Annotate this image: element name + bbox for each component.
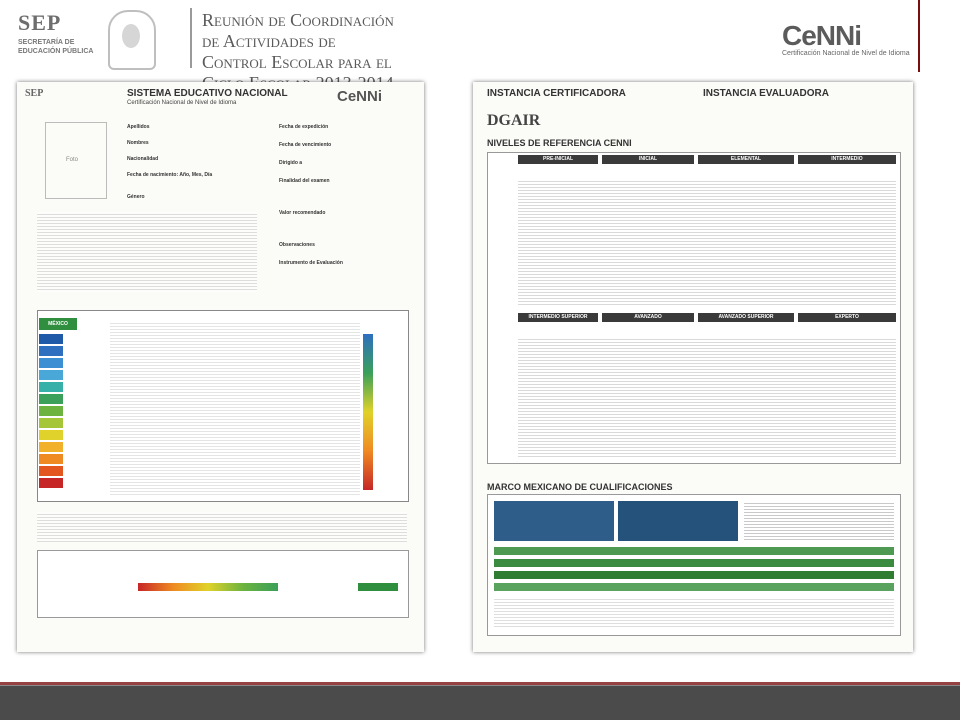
slide-header bbox=[0, 0, 960, 86]
level-band bbox=[39, 418, 63, 428]
field-label: Instrumento de Evaluación bbox=[279, 260, 343, 266]
dgair-logo: DGAIR bbox=[487, 112, 541, 129]
results-strip bbox=[37, 550, 409, 618]
field-label: Género bbox=[127, 194, 145, 200]
level-color-scale bbox=[363, 334, 373, 490]
form-lines bbox=[37, 212, 257, 292]
header-accent-line bbox=[918, 0, 920, 72]
appraiser-heading: INSTANCIA EVALUADORA bbox=[703, 88, 829, 99]
proficiency-table bbox=[37, 310, 409, 502]
doc-subtitle: Certificación Nacional de Nivel de Idioma bbox=[127, 100, 237, 106]
sep-logo bbox=[18, 10, 98, 70]
level-header: ELEMENTAL bbox=[698, 155, 794, 164]
title-line: Reunión de Coordinación bbox=[202, 10, 394, 30]
qualifications-framework bbox=[487, 494, 901, 636]
table-lines bbox=[110, 321, 360, 496]
field-label: Fecha de nacimiento: Año, Mes, Día bbox=[127, 172, 213, 178]
framework-block bbox=[618, 501, 738, 541]
level-band bbox=[39, 346, 63, 356]
reference-levels-document bbox=[473, 82, 913, 652]
field-label: Finalidad del examen bbox=[279, 178, 330, 184]
doc-title: SISTEMA EDUCATIVO NACIONAL bbox=[127, 88, 288, 99]
framework-bar bbox=[494, 583, 894, 591]
sep-logo-text: SEP bbox=[18, 10, 62, 35]
title-line: de Actividades de bbox=[202, 31, 336, 51]
footer-accent bbox=[0, 682, 960, 685]
framework-bar bbox=[494, 559, 894, 567]
header-divider bbox=[190, 8, 192, 68]
framework-text bbox=[744, 501, 894, 541]
level-band bbox=[39, 358, 63, 368]
slide-footer bbox=[0, 682, 960, 720]
field-label: Nacionalidad bbox=[127, 156, 159, 162]
levels-text-block bbox=[518, 179, 896, 307]
field-label: Fecha de vencimiento bbox=[279, 142, 332, 148]
field-label: Observaciones bbox=[279, 242, 315, 248]
doc-sep-logo: SEP bbox=[25, 88, 44, 99]
title-line: Control Escolar para el bbox=[202, 52, 392, 72]
results-mexico-tag bbox=[358, 583, 398, 591]
level-header: AVANZADO bbox=[602, 313, 694, 322]
field-label: Valor recomendado bbox=[279, 210, 326, 216]
results-color-scale bbox=[138, 583, 278, 591]
photo-label: Foto bbox=[66, 157, 79, 163]
cenni-logo-subtext: Certificación Nacional de Nivel de Idioma bbox=[782, 50, 910, 57]
level-band bbox=[39, 430, 63, 440]
level-header: INTERMEDIO bbox=[798, 155, 896, 164]
level-header: PRE-INICIAL bbox=[518, 155, 598, 164]
coat-of-arms-icon bbox=[108, 10, 156, 70]
certifier-heading: INSTANCIA CERTIFICADORA bbox=[487, 88, 626, 99]
doc-cenni-logo: CeNNi bbox=[337, 88, 383, 105]
notes-lines bbox=[37, 512, 407, 542]
field-label: Nombres bbox=[127, 140, 149, 146]
level-band bbox=[39, 382, 63, 392]
level-header: AVANZADO SUPERIOR bbox=[698, 313, 794, 322]
marco-title: MARCO MEXICANO DE CUALIFICACIONES bbox=[487, 482, 673, 492]
framework-bar bbox=[494, 571, 894, 579]
framework-bar bbox=[494, 547, 894, 555]
level-header: INICIAL bbox=[602, 155, 694, 164]
level-band bbox=[39, 370, 63, 380]
level-band bbox=[39, 478, 63, 488]
certificate-document bbox=[17, 82, 424, 652]
level-band bbox=[39, 466, 63, 476]
field-label: Dirigido a bbox=[279, 160, 303, 166]
field-label: Fecha de expedición bbox=[279, 124, 329, 130]
mexico-badge: MÉXICO bbox=[39, 318, 77, 330]
sep-logo-subtext: SECRETARÍA DE EDUCACIÓN PÚBLICA bbox=[18, 39, 94, 55]
level-header: EXPERTO bbox=[798, 313, 896, 322]
level-band bbox=[39, 442, 63, 452]
level-band bbox=[39, 454, 63, 464]
level-band bbox=[39, 406, 63, 416]
framework-block bbox=[494, 501, 614, 541]
framework-footnotes bbox=[494, 597, 894, 629]
cenni-logo bbox=[782, 20, 922, 60]
level-band bbox=[39, 394, 63, 404]
photo-box bbox=[45, 122, 107, 199]
level-header: INTERMEDIO SUPERIOR bbox=[518, 313, 598, 322]
levels-grid bbox=[487, 152, 901, 464]
cenni-logo-text: CeNNi bbox=[782, 20, 862, 51]
level-band bbox=[39, 334, 63, 344]
levels-title: NIVELES DE REFERENCIA CENNI bbox=[487, 138, 632, 148]
levels-text-block bbox=[518, 337, 896, 457]
field-label: Apellidos bbox=[127, 124, 150, 130]
